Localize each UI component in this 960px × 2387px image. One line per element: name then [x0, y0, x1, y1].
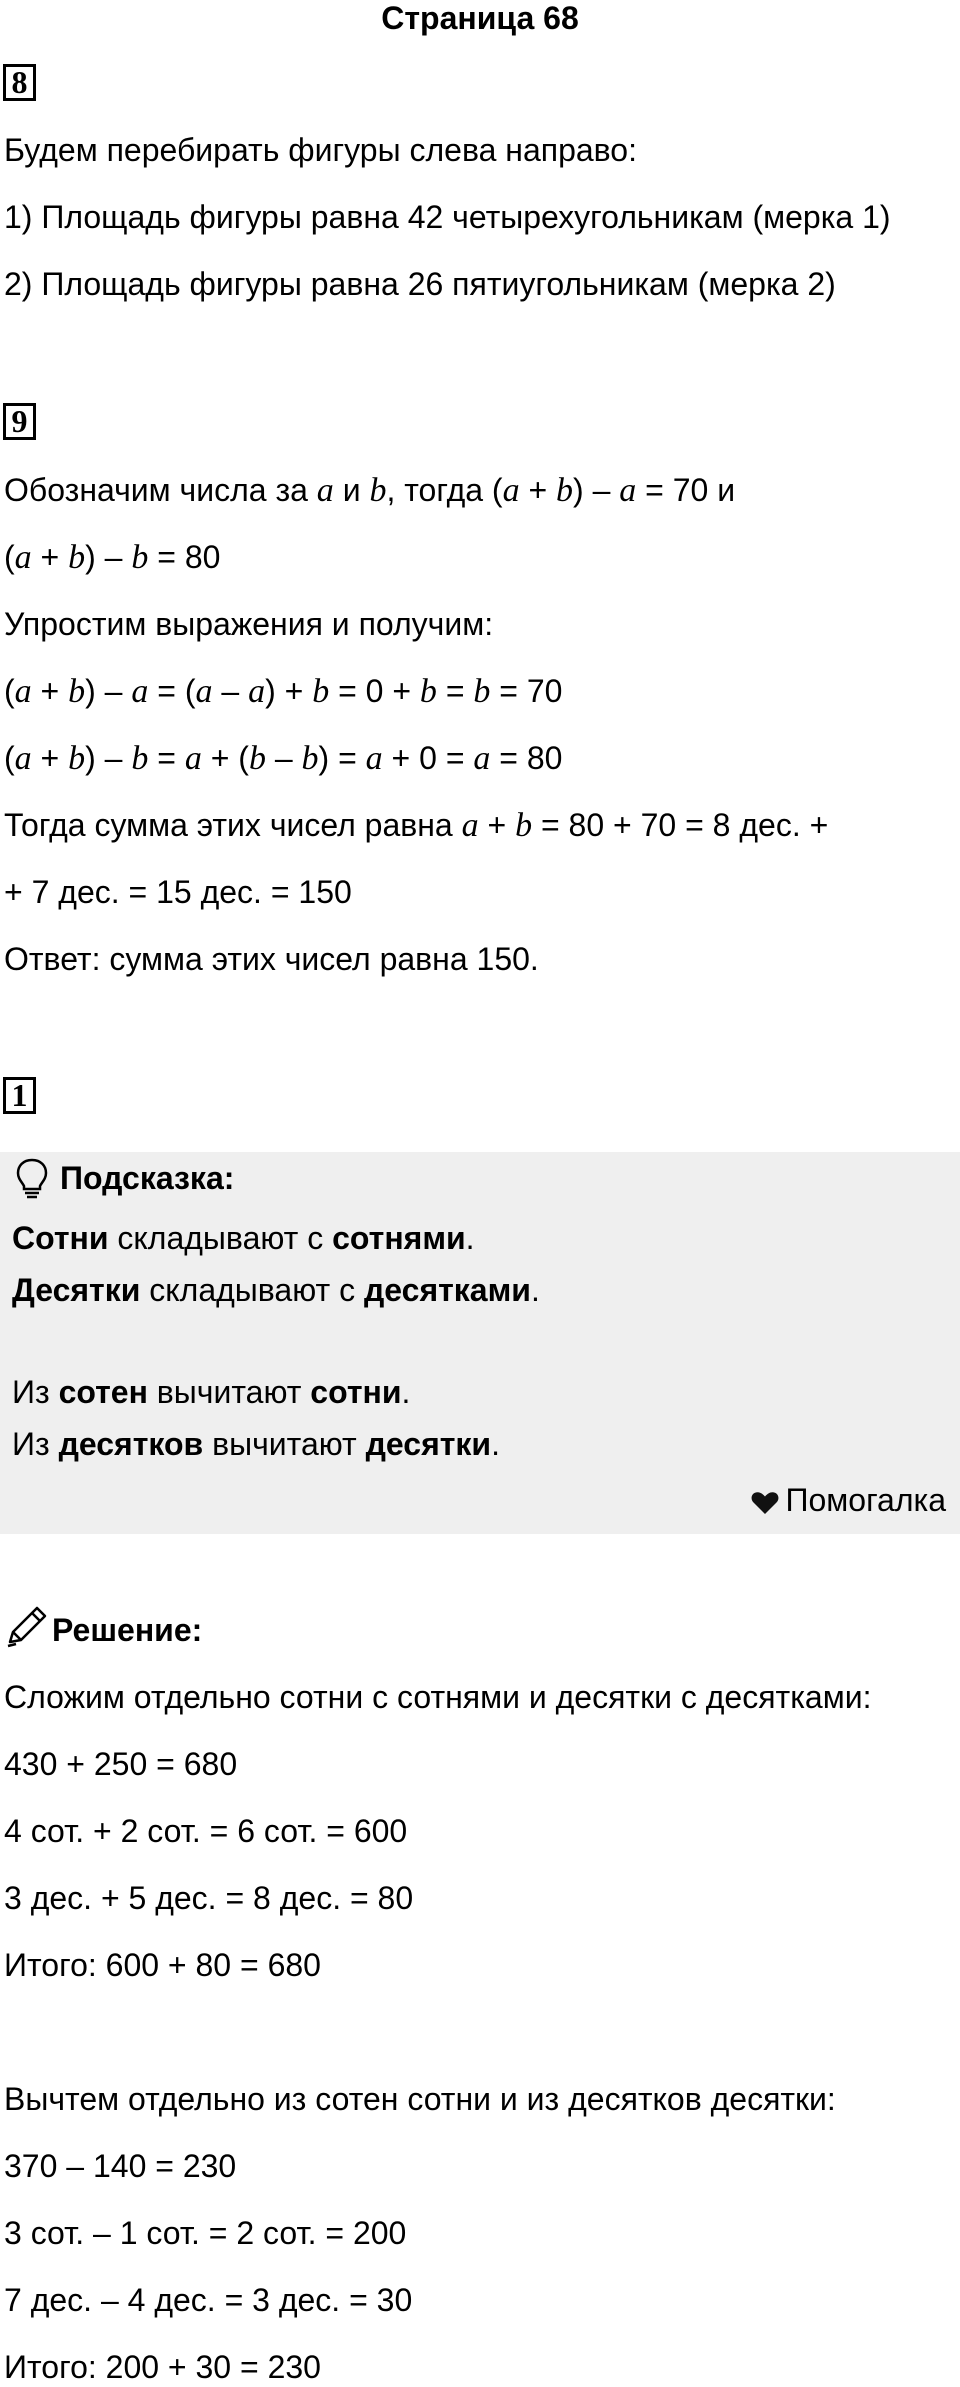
task-number-1: 1	[3, 1077, 36, 1114]
task-number-8: 8	[3, 64, 36, 101]
heart-icon	[751, 1491, 779, 1515]
solution-line-3: 4 сот. + 2 сот. = 6 сот. = 600	[4, 1813, 408, 1849]
task9-line-6: Тогда сумма этих чисел равна a + b = 80 + 70 = 8 дес. +	[4, 807, 829, 844]
solution-line-9: 7 дес. – 4 дес. = 3 дес. = 30	[4, 2282, 413, 2318]
hint-box	[0, 1152, 960, 1534]
solution-line-2: 430 + 250 = 680	[4, 1746, 238, 1782]
solution-line-7: 370 – 140 = 230	[4, 2148, 237, 2184]
solution-line-6: Вычтем отдельно из сотен сотни и из десятков десятки:	[4, 2081, 836, 2117]
helper-label: Помогалка	[785, 1482, 946, 1518]
hint-line-4: Из десятков вычитают десятки.	[12, 1426, 500, 1462]
hint-title: Подсказка:	[60, 1160, 235, 1196]
task8-line-3: 2) Площадь фигуры равна 26 пятиугольникам (мерка 2)	[4, 266, 836, 302]
solution-line-8: 3 сот. – 1 сот. = 2 сот. = 200	[4, 2215, 407, 2251]
solution-line-4: 3 дес. + 5 дес. = 8 дес. = 80	[4, 1880, 414, 1916]
task9-line-3: Упростим выражения и получим:	[4, 606, 494, 642]
task8-line-1: Будем перебирать фигуры слева направо:	[4, 132, 637, 168]
task9-line-7: + 7 дес. = 15 дес. = 150	[4, 874, 352, 910]
helper-link[interactable]	[751, 1480, 946, 1520]
hint-line-3: Из сотен вычитают сотни.	[12, 1374, 411, 1410]
var-a: a	[502, 472, 520, 509]
var-a: a	[316, 472, 334, 509]
task9-line-2: (a + b) – b = 80	[4, 539, 221, 576]
task9-answer: Ответ: сумма этих чисел равна 150.	[4, 941, 539, 977]
pencil-icon	[4, 1604, 50, 1648]
solution-line-5: Итого: 600 + 80 = 680	[4, 1947, 321, 1983]
task-number-9: 9	[3, 403, 36, 440]
var-b: b	[369, 472, 387, 509]
task9-line-1: Обозначим числа за a и b, тогда (a + b) – a = 70 и	[4, 472, 736, 509]
task9-line-5: (a + b) – b = a + (b – b) = a + 0 = a = 80	[4, 740, 563, 777]
task8-line-2: 1) Площадь фигуры равна 42 четырехугольникам (мерка 1)	[4, 199, 891, 235]
hint-line-2: Десятки складывают с десятками.	[12, 1272, 540, 1308]
hint-line-1: Сотни складывают с сотнями.	[12, 1220, 475, 1256]
solution-title: Решение:	[52, 1612, 203, 1648]
solution-line-1: Сложим отдельно сотни с сотнями и десятки с десятками:	[4, 1679, 872, 1715]
page-title: Страница 68	[381, 0, 579, 36]
task9-line-4: (a + b) – a = (a – a) + b = 0 + b = b = 70	[4, 673, 563, 710]
solution-line-10: Итого: 200 + 30 = 230	[4, 2349, 321, 2385]
var-a: a	[619, 472, 637, 509]
var-b: b	[556, 472, 574, 509]
